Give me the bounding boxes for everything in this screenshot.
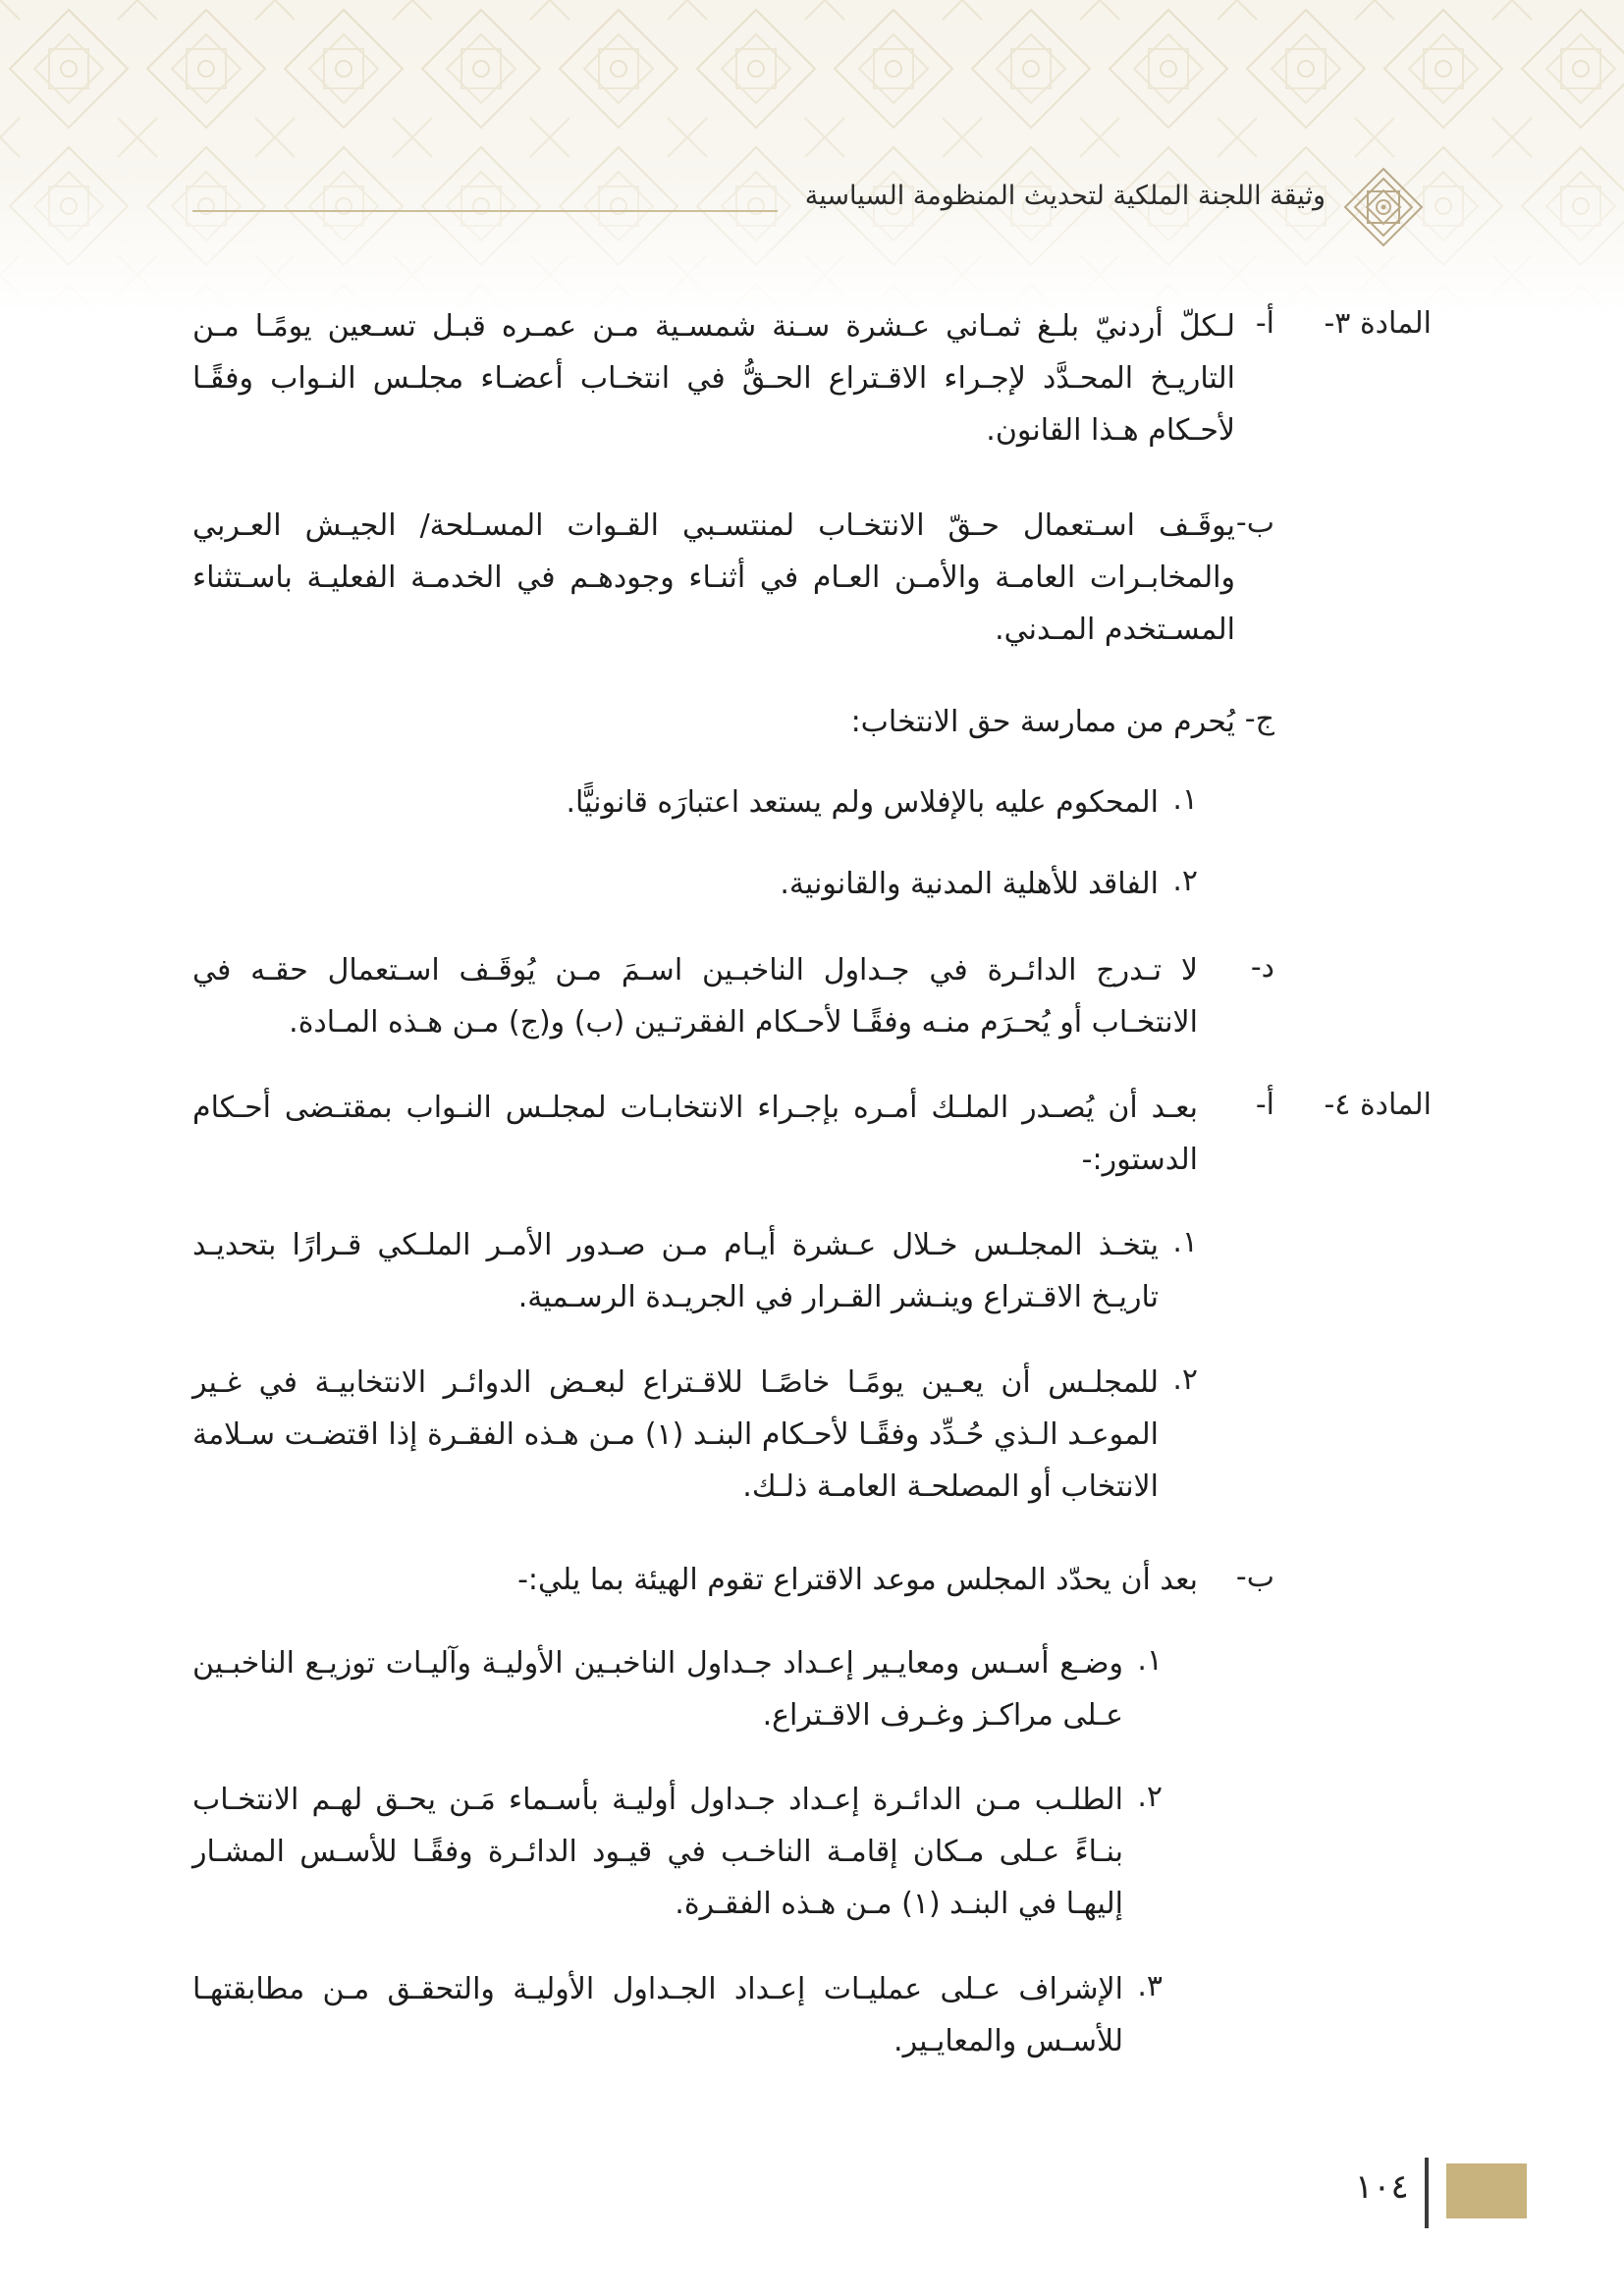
article-3-b-text: يوقَـف اسـتعمال حـقّ الانتخـاب لمنتسـبي القـوات المسـلحة/ الجيـش العـربي والمخابـرات العامـة والأمـن العـام في أثنـاء وجودهـم في الخدمـة الفعليـة باسـتثناء المسـتخدم المـدني. bbox=[192, 508, 1235, 647]
article-4-b-item-1-num: ١. bbox=[1137, 1643, 1163, 1678]
article-4-a-item-2-text: للمجلـس أن يعـين يومًـا خاصًـا للاقـتراع لبعـض الدوائـر الانتخابيـة في غـير الموعـد الـذي حُـدِّد وفقًـا لأحـكام البنـد (١) مـن هـذه الفقـرة إذا اقتضـت سـلامة الانتخاب أو المصلحـة العامـة ذلـك. bbox=[192, 1365, 1159, 1504]
article-4-label: المادة ٤- bbox=[1324, 1088, 1432, 1122]
article-4-a-item-1-text: يتخـذ المجلـس خـلال عـشرة أيـام مـن صـدور الأمـر الملـكي قـرارًا بتحديـد تاريـخ الاقـتراع وينـشر القـرار في الجريـدة الرسـمية. bbox=[192, 1228, 1159, 1314]
article-3-b-letter: ب- bbox=[1235, 506, 1274, 540]
article-4-b-item-2-num: ٢. bbox=[1137, 1780, 1163, 1814]
footer-divider bbox=[1425, 2158, 1429, 2228]
article-3-c-text: يُحرم من ممارسة حق الانتخاب: bbox=[850, 705, 1235, 739]
footer-accent-block bbox=[1446, 2163, 1527, 2218]
article-3-d-text: لا تـدرج الدائـرة في جـداول الناخبـين اسـمَ مـن يُوقَـف اسـتعمال حقـه في الانتخـاب أو يُحـرَم منـه وفقًـا لأحـكام الفقرتـين (ب) و(ج) مـن هـذه المـادة. bbox=[192, 953, 1198, 1040]
article-4-a-item-1-num: ١. bbox=[1172, 1225, 1198, 1259]
article-4-b-item-3-num: ٣. bbox=[1137, 1969, 1163, 2003]
article-4-a-text: بعـد أن يُصـدر الملـك أمـره بإجـراء الانتخابـات لمجلـس النـواب بمقتـضى أحـكام الدستور:- bbox=[192, 1091, 1198, 1177]
article-3-a-text: لـكلّ أردنيّ بلـغ ثمـاني عـشرة سـنة شمسـية مـن عمـره قبـل تسـعين يومًـا مـن التاريـخ المحـدَّد لإجـراء الاقـتراع الحـقُّ في انتخـاب أعضـاء مجلـس النـواب وفقًـا لأحـكام هـذا القانون. bbox=[192, 309, 1235, 448]
page-number: ١٠٤ bbox=[1355, 2167, 1409, 2207]
article-3-c-item-2-num: ٢. bbox=[1172, 864, 1198, 898]
article-3-label: المادة ٣- bbox=[1324, 306, 1432, 341]
article-4-a-letter: أ- bbox=[1255, 1088, 1274, 1122]
article-3-c-item-1-num: ١. bbox=[1172, 782, 1198, 817]
article-3-c-item-1-text: المحكوم عليه بالإفلاس ولم يستعد اعتبارَه قانونيًّا. bbox=[566, 785, 1159, 820]
article-3-d-letter: د- bbox=[1250, 950, 1274, 985]
article-4-b-item-3-text: الإشراف عـلى عمليـات إعـداد الجـداول الأوليـة والتحقـق مـن مطابقتهـا للأسـس والمعايـير. bbox=[192, 1972, 1123, 2058]
article-4-b-letter: ب- bbox=[1235, 1560, 1274, 1594]
article-3-c-item-2-text: الفاقد للأهلية المدنية والقانونية. bbox=[780, 867, 1159, 901]
article-4-b-item-2-text: الطلـب مـن الدائـرة إعـداد جـداول أوليـة بأسـماء مَـن يحـق لهـم الانتخـاب بنـاءً عـلى مـكان إقامـة الناخـب في قيـود الدائـرة وفقًـا للأسـس المشـار إليهـا في البنـد (١) مـن هـذه الفقـرة. bbox=[192, 1783, 1123, 1921]
article-4-a-item-2-num: ٢. bbox=[1172, 1362, 1198, 1397]
article-4-b-text: بعد أن يحدّد المجلس موعد الاقتراع تقوم الهيئة بما يلي:- bbox=[517, 1563, 1198, 1597]
document-title: وثيقة اللجنة الملكية لتحديث المنظومة السياسية bbox=[804, 181, 1326, 211]
article-3-c-letter: ج- bbox=[1244, 702, 1274, 736]
article-3-a-letter: أ- bbox=[1255, 306, 1274, 341]
article-4-b-item-1-text: وضـع أسـس ومعايـير إعـداد جـداول الناخبـين الأوليـة وآليـات توزيـع الناخبـين عـلى مراكـز وغـرف الاقـتراع. bbox=[192, 1646, 1123, 1733]
